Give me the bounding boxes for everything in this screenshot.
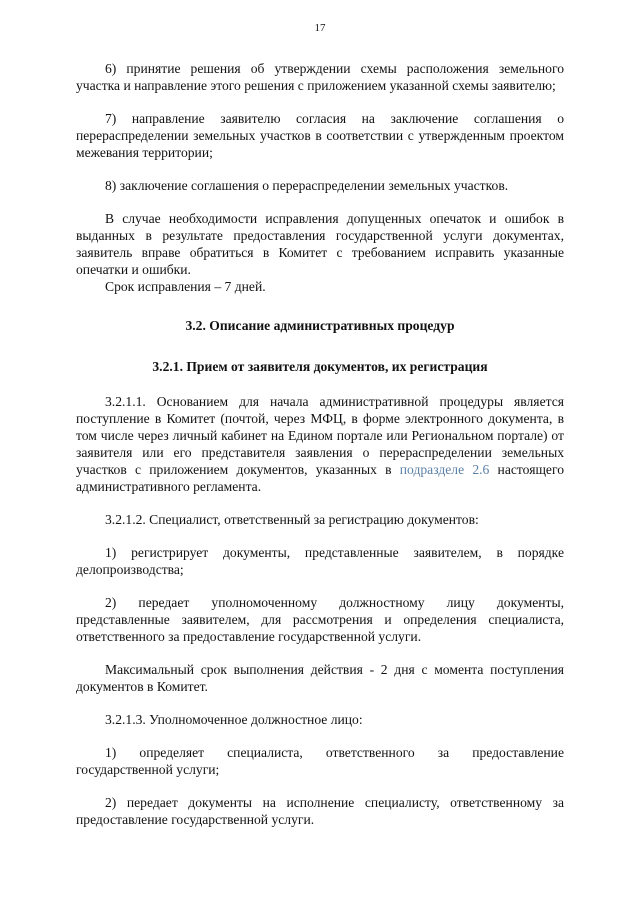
paragraph-transfer-to-official: 2) передает уполномоченному должностному лицу документы, представленные заявителем, для рассмотрения и определения специалиста, ответственного за предоставление государственной услуги. [76,595,564,644]
section-title: 3.2. Описание административных процедур [185,318,455,333]
paragraph-3-2-1-1 [76,393,564,495]
paragraph-max-term: Максимальный срок выполнения действия - 2 дня с момента поступления документов в Комитет. [76,662,564,694]
paragraph-item-8: 8) заключение соглашения о перераспределении земельных участков. [105,178,509,193]
page-number: 17 [314,22,326,34]
subsection-title: 3.2.1. Прием от заявителя документов, их регистрация [152,359,488,374]
paragraph-item-7: 7) направление заявителю согласия на заключение соглашения о перераспределении земельных участков в соответствии с утвержденным проектом межевания территории; [76,111,564,160]
paragraph-transfer-documents: 2) передает документы на исполнение специалисту, ответственному за предоставление государственной услуги. [76,795,564,827]
paragraph-errors-correction: В случае необходимости исправления допущенных опечаток и ошибок в выданных в результате предоставления государственной услуги документах, заявитель вправе обратиться в Комитет с требованием исправить указанные опечатки и ошибки. [76,211,564,277]
paragraph-correction-term: Срок исправления – 7 дней. [105,279,266,294]
subsection-2-6-link[interactable]: подразделе 2.6 [399,462,490,477]
paragraph-3-2-1-2: 3.2.1.2. Специалист, ответственный за регистрацию документов: [105,512,479,527]
paragraph-3-2-1-1-text-end: настоящего административного регламента. [76,462,564,494]
paragraph-3-2-1-1-text-start: 3.2.1.1. Основанием для начала административной процедуры является поступление в Комитет (почтой, через МФЦ, в форме электронного документа, в том числе через личный кабинет на Едином портале или Региональном портале) от заявителя или его представителя заявления о перераспределении земельных участков с приложением документов, указанных в [76,394,564,477]
paragraph-assign-specialist: 1) определяет специалиста, ответственного за предоставление государственной услуги; [76,745,564,777]
paragraph-item-6: 6) принятие решения об утверждении схемы расположения земельного участка и направление этого решения с приложением указанной схемы заявителю; [76,61,564,93]
document-body [76,60,564,844]
paragraph-3-2-1-3: 3.2.1.3. Уполномоченное должностное лицо: [105,712,363,727]
paragraph-register-documents: 1) регистрирует документы, представленные заявителем, в порядке делопроизводства; [76,545,564,577]
